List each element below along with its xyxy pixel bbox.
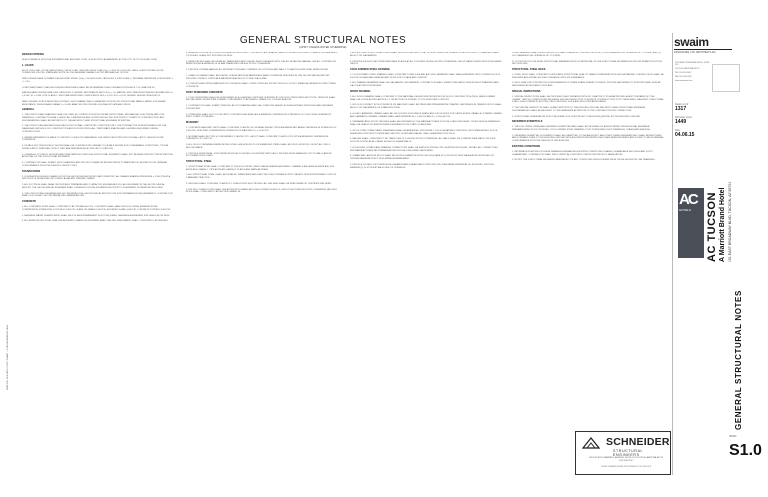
project-logo-sub: HOTELS <box>679 208 692 212</box>
note-paragraph: 4. BOLTED CONNECTIONS SHALL USE ASTM F3125 GRADE A325 HIGH STRENGTH BOLTS, SNUG TIGHT UNLESS NOTED OTHERWISE. ANCHOR RODS SHALL CONFORM TO ASTM F1554 GRADE 36. <box>186 188 337 194</box>
note-paragraph: 2. CONTRACTOR SHALL SUBMIT TENDON LAYOUT DRAWINGS AND CALCULATIONS SEALED BY A REGISTERED PROFESSIONAL ENGINEER FOR REVIEW. <box>186 105 333 110</box>
engineer-logo-box <box>575 431 671 475</box>
note-paragraph: 7. SLABS ON GRADE SHALL BE PLACED OVER A VAPOR RETARDER AND BASE COURSE AS SPECIFIED IN THE GEOTECHNICAL REPORT. PROVIDE CONTROL JOINTS AT A MAXIMUM SPACING OF 12 FEET EACH WAY. <box>186 74 330 80</box>
note-paragraph: 1. ALL WOOD FRAMING SHALL CONFORM TO THE NATIONAL DESIGN SPECIFICATION FOR WOOD CONSTRUCTION (NDS). SAWN LUMBER SHALL BE DOUGLAS FIR-LARCH NO. 2 OR BETTER, KILN DRIED TO 19% MOISTURE CONTENT. <box>350 95 496 101</box>
note-paragraph: 3. STRUCTURAL OBSERVATION IS NOT REQUIRED FOR THIS PROJECT UNLESS REQUESTED BY THE BUILDING OFFICIAL. <box>512 115 641 118</box>
architect-info <box>675 62 711 84</box>
architect-info-line: TUCSON, ARIZONA 85710 <box>675 68 700 71</box>
note-paragraph: 2. MAXIMUM WATER CEMENT RATIO SHALL BE 0.50. AIR ENTRAINMENT IS NOT REQUIRED. MAXIMUM AGGREGATE SIZE SHALL BE 3/4 INCH. <box>22 214 170 217</box>
note-paragraph: 3. WHERE REFERENCE IS MADE TO SPECIFIC CODES OR STANDARDS, THE LATEST ADOPTED EDITION SHALL APPLY UNLESS NOTED OTHERWISE. <box>22 136 164 142</box>
note-paragraph: 1. ALL CONCRETE WORK SHALL CONFORM TO ACI 318 AND ACI 301. CONCRETE SHALL HAVE THE FOLLOWING MINIMUM 28 DAY COMPRESSIVE STRENGTHS: FOOTINGS 3,000 PSI, SLABS ON GRADE 3,000 PSI, ELEVATED SLABS 4,000 PSI, CONCRETE TOPPING 3,000 PSI. <box>22 206 171 211</box>
note-paragraph: 2. ALL FOOTINGS SHALL BEAR ON PROPERLY PREPARED AND COMPACTED ENGINEERED FILL AS DESCRIBED IN THE GEOTECHNICAL REPORT. THE GEOTECHNICAL ENGINEER SHALL OBSERVE FOOTING EXCAVATIONS PRIOR TO PLACEMENT OF REINFORCING STEEL. <box>22 184 165 189</box>
note-heading: SPECIAL INSPECTIONS <box>512 89 541 93</box>
meta-key: Date <box>675 130 680 132</box>
note-paragraph: BASIC SEISMIC FORCE RESISTING SYSTEM: LIGHT FRAMED WALLS SHEATHED WITH WOOD STRUCTURAL PANELS RATED FOR SHEAR RESISTANCE. DESIGN BASE SHEAR V = 0.04W. ANALYSIS PROCEDURE: EQUIVALENT LATERAL FORCE. <box>22 100 166 106</box>
note-paragraph: 3. STRESSING SHALL NOT OCCUR UNTIL CONCRETE HAS REACHED A MINIMUM COMPRESSIVE STRENGTH OF 2,500 PSI AS VERIFIED BY FIELD CURED CYLINDERS. <box>186 113 332 119</box>
project-brand: A Marriott Brand Hotel <box>719 187 726 262</box>
sheet-label: SHEET <box>729 436 737 438</box>
sheet-number: S1.0 <box>729 442 762 459</box>
note-paragraph: 10. ALL HEADERS SHALL BE AS SHOWN ON PLANS. WHERE NOT SHOWN, PROVIDE (2) 2x10 HEADERS FOR OPENINGS UP TO 6 FEET AND (2) 2x12 HEADERS FOR OPENINGS UP TO 8 FEET. <box>512 52 661 57</box>
note-paragraph: 4. PREFABRICATED WOOD TRUSSES SHALL BE DESIGNED BY THE MANUFACTURER FOR THE LOADS INDICATED. TRUSS DESIGN DRAWINGS SHALL BE SEALED BY A REGISTERED ENGINEER IN THE STATE OF ARIZONA. <box>350 121 500 127</box>
project-address: 151 EAST BROADWAY BLVD, TUCSON, AZ 85701 <box>728 181 732 262</box>
note-paragraph: 1. FOUNDATION DESIGN IS BASED UPON THE GEOTECHNICAL INVESTIGATION REPORT. ALLOWABLE BEARING PRESSURE = 2,500 PSF AT A DEPTH OF 24 INCHES BELOW LOWEST ADJACENT FINISHED GRADE. <box>22 175 170 181</box>
notes-column-3 <box>350 52 502 447</box>
engineer-name: SCHNEIDER <box>606 436 670 448</box>
note-paragraph: EARTHQUAKE DESIGN DATA: RISK CATEGORY II, SEISMIC IMPORTANCE FACTOR Ie = 1.0, MAPPED SPECTRAL RESPONSE ACCELERATIONS Ss = 0.266, S1 = 0.084, SITE CLASS D, SPECTRAL RESPONSE COEFFICIENTS SDS = 0.278, SD1 = 0.134, SEISMIC DESIGN CATEGORY B. <box>22 92 173 98</box>
architect-logo-sub: ASSOCIATES, LTD. ARCHITECTS AIA <box>674 49 732 54</box>
note-paragraph: 2. THE SPECIAL INSPECTOR SHALL SUBMIT REPORTS TO THE BUILDING OFFICIAL, ARCHITECT AND STRUCTURAL ENGINEER. DISCREPANCIES SHALL BE BROUGHT TO THE IMMEDIATE ATTENTION OF THE CONTRACTOR FOR CORRECTION. <box>512 107 646 112</box>
note-paragraph: WIND DESIGN DATA: ULTIMATE DESIGN WIND SPEED (Vult) = 110 MPH, RISK CATEGORY II, EXPOSURE C, INTERNAL PRESSURE COEFFICIENT = +/- 0.18. <box>22 78 174 83</box>
notes-column-1 <box>22 52 174 447</box>
note-paragraph: 6. PROVIDE CORNER BARS AT ALL INTERSECTIONS AND CORNERS OF FOOTINGS AND WALLS TO MATCH HORIZONTAL REINFORCING. <box>186 69 329 71</box>
note-heading: DEFERRED SUBMITTALS <box>512 120 543 124</box>
note-paragraph: 5. ALL EXPOSED STRUCTURAL STEEL SHALL RECEIVE ONE SHOP COAT OF RUST INHIBITIVE PRIMER. STEEL EXPOSED TO WEATHER SHALL BE HOT DIP GALVANIZED. <box>350 52 500 57</box>
note-heading: FOUNDATIONS <box>22 169 41 173</box>
sheet-main-subtitle: (APPLY UNLESS NOTED OTHERWISE) <box>299 46 347 49</box>
note-paragraph: 6. CONTRACTOR SHALL SUBMIT SHOP DRAWINGS AND PRODUCT DATA FOR REVIEW PRIOR TO FABRICATION. REVIEW IS FOR GENERAL CONFORMANCE WITH THE DESIGN CONCEPT ONLY. <box>22 162 168 167</box>
architect-info-line: FAX 520.326.5282 <box>675 76 692 79</box>
note-paragraph: 4. PROVIDE HORIZONTAL JOINT REINFORCING AT 16 INCHES ON CENTER VERTICALLY. PROVIDE BOND BEAMS AT TOP OF WALLS AND AT FLOOR AND ROOF LINES. <box>186 152 332 158</box>
note-paragraph: 3. WELDING SHALL CONFORM TO AWS D1.1 USING E70XX ELECTRODES. ALL WELDING SHALL BE PERFORMED BY CERTIFIED WELDERS. <box>186 182 332 185</box>
sheet-title: GENERAL STRUCTURAL NOTES <box>734 290 743 430</box>
note-heading: STRUCTURAL STEEL <box>186 160 212 164</box>
meta-date <box>675 130 705 138</box>
meta-schneider-proj <box>675 117 705 125</box>
note-heading: CONCRETE <box>22 200 37 204</box>
note-paragraph: 2. ALL STRUCTURAL STEEL SHALL BE DETAILED, FABRICATED AND ERECTED IN ACCORDANCE WITH THE AISC SPECIFICATION AND CODE OF STANDARD PRACTICE. <box>186 174 337 180</box>
note-paragraph: 5. OPENINGS, POCKETS, SLEEVES AND PENETRATIONS THROUGH STRUCTURAL ELEMENTS SHALL NOT BE MADE WITHOUT PRIOR WRITTEN APPROVAL OF THE STRUCTURAL ENGINEER. <box>22 153 173 159</box>
note-heading: WOOD FRAMING <box>350 89 371 93</box>
note-paragraph: COMPONENTS AND CLADDING DESIGN PRESSURES SHALL BE DETERMINED IN ACCORDANCE WITH ASCE 7-16 CHAPTER 30. <box>22 86 156 89</box>
note-paragraph: 1. THE FOLLOWING ITEMS ARE DEFERRED SUBMITTALS AND SHALL BE DESIGNED BY A REGISTERED PROFESSIONAL ENGINEER: PREFABRICATED WOOD TRUSSES, COLD-FORMED STEEL FRAMING, POST-TENSIONING SHOP DRAWINGS, STAIRS AND RAILINGS. <box>512 126 651 131</box>
note-heading: EXISTING CONDITIONS <box>512 144 541 148</box>
note-paragraph: 4. DETAILS NOT SPECIFICALLY SHOWN SHALL BE CONSTRUCTED SIMILAR TO DETAILS SHOWN FOR COMPARABLE CONDITIONS. TYPICAL DETAILS APPLY WHETHER OR NOT THEY ARE REFERENCED AT SPECIFIC LOCATIONS. <box>22 145 169 150</box>
architect-logo-text: swaim <box>674 35 709 49</box>
engineer-address: 3501 NORTH CAMPBELL AVENUE, SUITE 101 TUCSON, ARIZONA 85719 520.326.0700 <box>589 457 663 462</box>
note-paragraph: 2. DECK SHALL BE CONTINUOUS OVER A MINIMUM OF THREE SPANS WHERE POSSIBLE. PROVIDE FASTENING TO SUPPORTS AND SIDELAP FASTENERS AS INDICATED ON PLANS. <box>512 82 661 88</box>
note-paragraph: 6. NAILING SHALL CONFORM TO IBC TABLE 2304.10.1 UNLESS NOTED OTHERWISE. ALL NAILS SHALL BE COMMON WIRE NAILS. PROVIDE SOLID BLOCKING AT ALL PANEL EDGES OF SHEAR WALLS. <box>350 138 496 144</box>
note-paragraph: 3. ALL CELLS CONTAINING REINFORCING STEEL, ANCHOR BOLTS OR EMBEDDED ITEMS SHALL BE SOLID GROUTED. GROUT ALL CELLS BELOW GRADE. <box>186 144 331 149</box>
project-logo <box>678 188 704 258</box>
note-paragraph: 1. INFORMATION SHOWN ON THESE DRAWINGS REGARDING EXISTING CONDITIONS IS BASED ON AVAILABLE RECORDS AND IS NOT GUARANTEED. CONTRACTOR SHALL FIELD VERIFY ALL EXISTING CONDITIONS PRIOR TO FABRICATION. <box>512 150 653 156</box>
notes-column-4 <box>512 52 664 447</box>
architect-info-line: 7350 EAST SPEEDWAY BLVD, SUITE 210 <box>675 62 710 67</box>
note-heading: 1. LOADS <box>22 63 34 67</box>
note-paragraph: 2. NOTIFY THE STRUCTURAL ENGINEER IMMEDIATELY OF ANY CONDITIONS WHICH DIFFER FROM THOSE SHOWN ON THE DRAWINGS. <box>512 159 656 162</box>
seal-placeholder <box>712 64 740 92</box>
note-paragraph: 2. THE STRUCTURE HAS BEEN DESIGNED FOR ITS FINAL COMPLETED CONDITION ONLY. THE CONTRACTOR IS RESPONSIBLE FOR THE MEANS AND METHODS OF CONSTRUCTION AND FOR PROVIDING ALL TEMPORARY BRACING AND SHORING REQUIRED DURING CONSTRUCTION. <box>22 125 167 133</box>
note-paragraph: 7. HOLDOWNS, STRAPS AND FRAMING CONNECTORS SHALL BE SIMPSON STRONG-TIE OR APPROVED EQUAL. INSTALL ALL CONNECTORS PER MANUFACTURER RECOMMENDATIONS WITH ALL REQUIRED FASTENERS. <box>350 146 498 152</box>
note-heading: COLD-FORMED STEEL FRAMING <box>350 68 390 71</box>
note-paragraph: 5. WOOD STRUCTURAL PANEL SHEATHING SHALL BE APA RATED, EXPOSURE 1. ROOF SHEATHING 19/32 INCH, 40/20 SPAN RATING. FLOOR SHEATHING 23/32 INCH TONGUE AND GROOVE, GLUED AND NAILED. WALL SHEATHING 15/32 INCH. <box>350 129 498 135</box>
note-paragraph: 2. MORTAR SHALL BE TYPE S CONFORMING TO ASTM C270. GROUT SHALL CONFORM TO ASTM C476 WITH A MINIMUM COMPRESSIVE STRENGTH OF 2,000 PSI. <box>186 135 329 141</box>
note-heading: DESIGN CRITERIA <box>22 53 45 56</box>
note-paragraph: 2. WOOD IN CONTACT WITH CONCRETE OR MASONRY SHALL BE PRESSURE PRESERVATIVE TREATED. FASTENERS IN TREATED WOOD SHALL BE HOT DIP GALVANIZED OR STAINLESS STEEL. <box>350 104 502 110</box>
meta-value: 1317 <box>675 106 687 112</box>
sheet-main-title: GENERAL STRUCTURAL NOTES <box>239 35 407 46</box>
note-paragraph: 1. COLD-FORMED STEEL FRAMING SHALL CONFORM TO AISI S100 AND AISI S240. MEMBERS SHALL HAVE A MINIMUM YIELD STRENGTH OF 50 KSI FOR 16 GAGE AND HEAVIER AND 33 KSI FOR 18 GAGE AND LIGHTER. <box>350 73 501 79</box>
engineer-note: THESE DRAWINGS ARE INSTRUMENTS OF SERVICE <box>600 466 652 468</box>
note-heading: GENERAL <box>22 108 35 112</box>
plot-stamp <box>7 140 13 390</box>
note-paragraph: 3. THE STRUCTURAL ENGINEER HAS NOT REVIEWED THE GEOTECHNICAL REPORT FOR SITE PREPARATION REQUIREMENTS. CONTRACTOR SHALL FOLLOW ALL GEOTECHNICAL RECOMMENDATIONS. <box>22 192 173 198</box>
notes-column-2 <box>186 52 338 447</box>
meta-key: Swaim proj # <box>675 104 689 106</box>
note-paragraph: IN ACCORDANCE WITH THE INTERNATIONAL BUILDING CODE, 2018 EDITION, AS AMENDED BY THE CITY OF TUCSON (IBC 2018). <box>22 58 158 61</box>
note-paragraph: 4. MINIMUM CONCRETE COVER FOR REINFORCING STEEL: CONCRETE CAST AGAINST EARTH 3 INCHES, EXPOSED TO EARTH OR WEATHER 1-1/2 INCHES, SLABS NOT EXPOSED 3/4 INCH. <box>186 52 338 57</box>
plot-stamp-text: PRINTED: FILE PATH / PLOT STAMP — FOR REFERENCE ONLY <box>7 324 9 390</box>
note-paragraph: 2. DEFERRED SUBMITTAL DOCUMENTS SHALL BE SUBMITTED TO THE ARCHITECT AND STRUCTURAL ENGINEER WHO SHALL REVIEW THEM AND FORWARD THEM TO THE BUILDING OFFICIAL WITH A NOTATION INDICATING THEY HAVE BEEN REVIEWED AND FOUND TO BE IN GENERAL CONFORMANCE WITH THE DESIGN OF THE BUILDING. <box>512 134 664 143</box>
note-paragraph: 1. STEEL DECK SHALL CONFORM TO ASTM A653 STRUCTURAL QUALITY GRADE 33 MINIMUM WITH G60 GALVANIZED COATING. DECK SHALL BE DESIGNED AND INSTALLED IN ACCORDANCE WITH SDI STANDARDS. <box>512 73 664 79</box>
note-heading: STRUCTURAL STEEL DECK <box>512 68 546 71</box>
architect-info-line: www.swaimaia.com <box>675 80 693 83</box>
note-paragraph: 1. SPECIAL INSPECTIONS SHALL BE PROVIDED IN ACCORDANCE WITH IBC CHAPTER 17 BY AN APPROVED AGENCY RETAINED BY THE OWNER. THE FOLLOWING WORK REQUIRES SPECIAL INSPECTION: CONCRETE CONSTRUCTION, POST-TENSIONING, MASONRY, STRUCTURAL STEEL, HIGH STRENGTH BOLTING, FIELD WELDING, SOILS AND HOLDOWN ANCHORAGE. <box>512 95 664 104</box>
note-paragraph: 1. STRUCTURAL STEEL SHALL CONFORM TO THE FOLLOWING: WIDE FLANGE SHAPES ASTM A992, CHANNELS AND ANGLES ASTM A36, HSS ASTM A500 GRADE C, PIPE ASTM A53 GRADE B, PLATES AND BARS ASTM A36. <box>186 165 335 171</box>
note-paragraph: 3. GLUED LAMINATED TIMBER SHALL BE 24F-V4 DF/DF FOR SIMPLE SPANS AND 24F-V8 DF/DF FOR CANTILEVERS. PARALLEL STRAND LUMBER AND LAMINATED VENEER LUMBER SHALL HAVE MINIMUM Fb = 2,600 PSI AND E = 1,900,000 PSI. <box>350 112 502 118</box>
note-paragraph: 6. PROVIDE 3/8 INCH CAP PLATES AND BASE PLATES AT ALL COLUMNS UNLESS NOTED OTHERWISE. GROUT BASE PLATES WITH NON-SHRINK GROUT. <box>350 60 502 66</box>
note-paragraph: 8. SHEAR WALL ANCHOR BOLTS SHALL BE 5/8 INCH DIAMETER WITH 3 INCH SQUARE BY 0.229 INCH PLATE WASHERS AT 48 INCHES ON CENTER MAXIMUM WITH 7 INCH MINIMUM EMBEDMENT. <box>350 155 494 161</box>
note-paragraph: 11. DO NOT NOTCH OR BORE STRUCTURAL MEMBERS WITHOUT APPROVAL OF THE STRUCTURAL ENGINEER EXCEPT AS PERMITTED BY IBC SECTION 2308. <box>512 60 663 66</box>
note-paragraph: 9. PROVIDE DOUBLE TOP PLATES AT ALL BEARING AND SHEAR WALLS WITH SPLICES STAGGERED A MINIMUM OF 48 INCHES. PROVIDE MINIMUM (2) 2x STUDS AT EACH SIDE OF OPENINGS. <box>350 163 494 169</box>
meta-value: 1449 <box>675 119 687 125</box>
meta-swaim-proj <box>675 104 705 112</box>
note-paragraph: 1. THE STRUCTURAL DRAWINGS SHALL BE USED IN CONJUNCTION WITH THE ARCHITECTURAL, MECHANICAL, ELECTRICAL AND CIVIL DRAWINGS. CONTRACTOR SHALL VERIFY ALL DIMENSIONS AND CONDITIONS AT THE SITE PRIOR TO START OF CONSTRUCTION. ANY DISCREPANCIES SHALL BE REPORTED TO THE ARCHITECT AND STRUCTURAL ENGINEER IN WRITING. <box>22 114 165 122</box>
engineer-mark-icon <box>582 436 600 450</box>
note-paragraph: 8. CONDUITS AND PIPES EMBEDDED IN CONCRETE SHALL COMPLY WITH ACI 318 SECTION 20.6. DO NOT EMBED ALUMINUM IN STRUCTURAL CONCRETE. <box>186 83 336 88</box>
note-paragraph: 2. ALL FRAMING MEMBERS SHALL BE GALVANIZED G60 MINIMUM. CONTRACTOR SHALL SUBMIT DELEGATED DESIGN SHOP DRAWINGS AND CALCULATIONS FOR REVIEW. <box>350 82 499 88</box>
note-heading: POST-TENSIONED CONCRETE <box>186 90 223 94</box>
meta-value: 04.06.15 <box>675 132 695 138</box>
project-name: AC TUCSON <box>706 192 718 262</box>
note-paragraph: 1. POST-TENSIONING SHALL BE PERFORMED BY A QUALIFIED SUPPLIER CERTIFIED BY THE POST-TENSIONING INSTITUTE. TENDONS SHALL BE UNBONDED SEVEN WIRE STRAND CONFORMING TO ASTM A416, GRADE 270, LOW RELAXATION. <box>186 96 336 102</box>
project-logo-text: AC <box>679 191 697 208</box>
architect-logo <box>674 36 732 58</box>
note-paragraph: ROOF LIVE LOAD: 20 PSF (REDUCIBLE). SNOW LOAD: GROUND SNOW LOAD (Pg) = 0 PSF. FLOOR LIVE LOADS: GUEST ROOMS 40 PSF, CORRIDORS 100 PSF, STAIRS AND EXITS 100 PSF, ASSEMBLY AREAS 100 PSF, MECHANICAL 125 PSF. <box>22 69 164 75</box>
note-paragraph: 5. REINFORCING SHALL BE DETAILED, FABRICATED AND PLACED IN ACCORDANCE WITH THE ACI DETAILING MANUAL. LAP ALL CONTINUOUS REINFORCING A MINIMUM OF 48 BAR DIAMETERS UNLESS NOTED OTHERWISE. <box>186 60 336 66</box>
note-paragraph: 3. ALL REINFORCING STEEL SHALL BE ASTM A615 GRADE 60 DEFORMED BARS. WELDED WIRE FABRIC SHALL CONFORM TO ASTM A1064. <box>22 220 169 223</box>
architect-info-line: TEL 520.326.3402 <box>675 72 692 75</box>
note-paragraph: 1. CONCRETE MASONRY UNITS SHALL CONFORM TO ASTM C90, NORMAL WEIGHT, WITH A MINIMUM NET AREA COMPRESSIVE STRENGTH OF 2,000 PSI. SPECIFIED COMPRESSIVE STRENGTH OF MASONRY f'm = 2,000 PSI. <box>186 127 337 132</box>
engineer-sub: STRUCTURAL ENGINEERS <box>613 449 644 457</box>
meta-key: Schneider proj # <box>675 117 692 119</box>
note-heading: MASONRY <box>186 121 199 125</box>
